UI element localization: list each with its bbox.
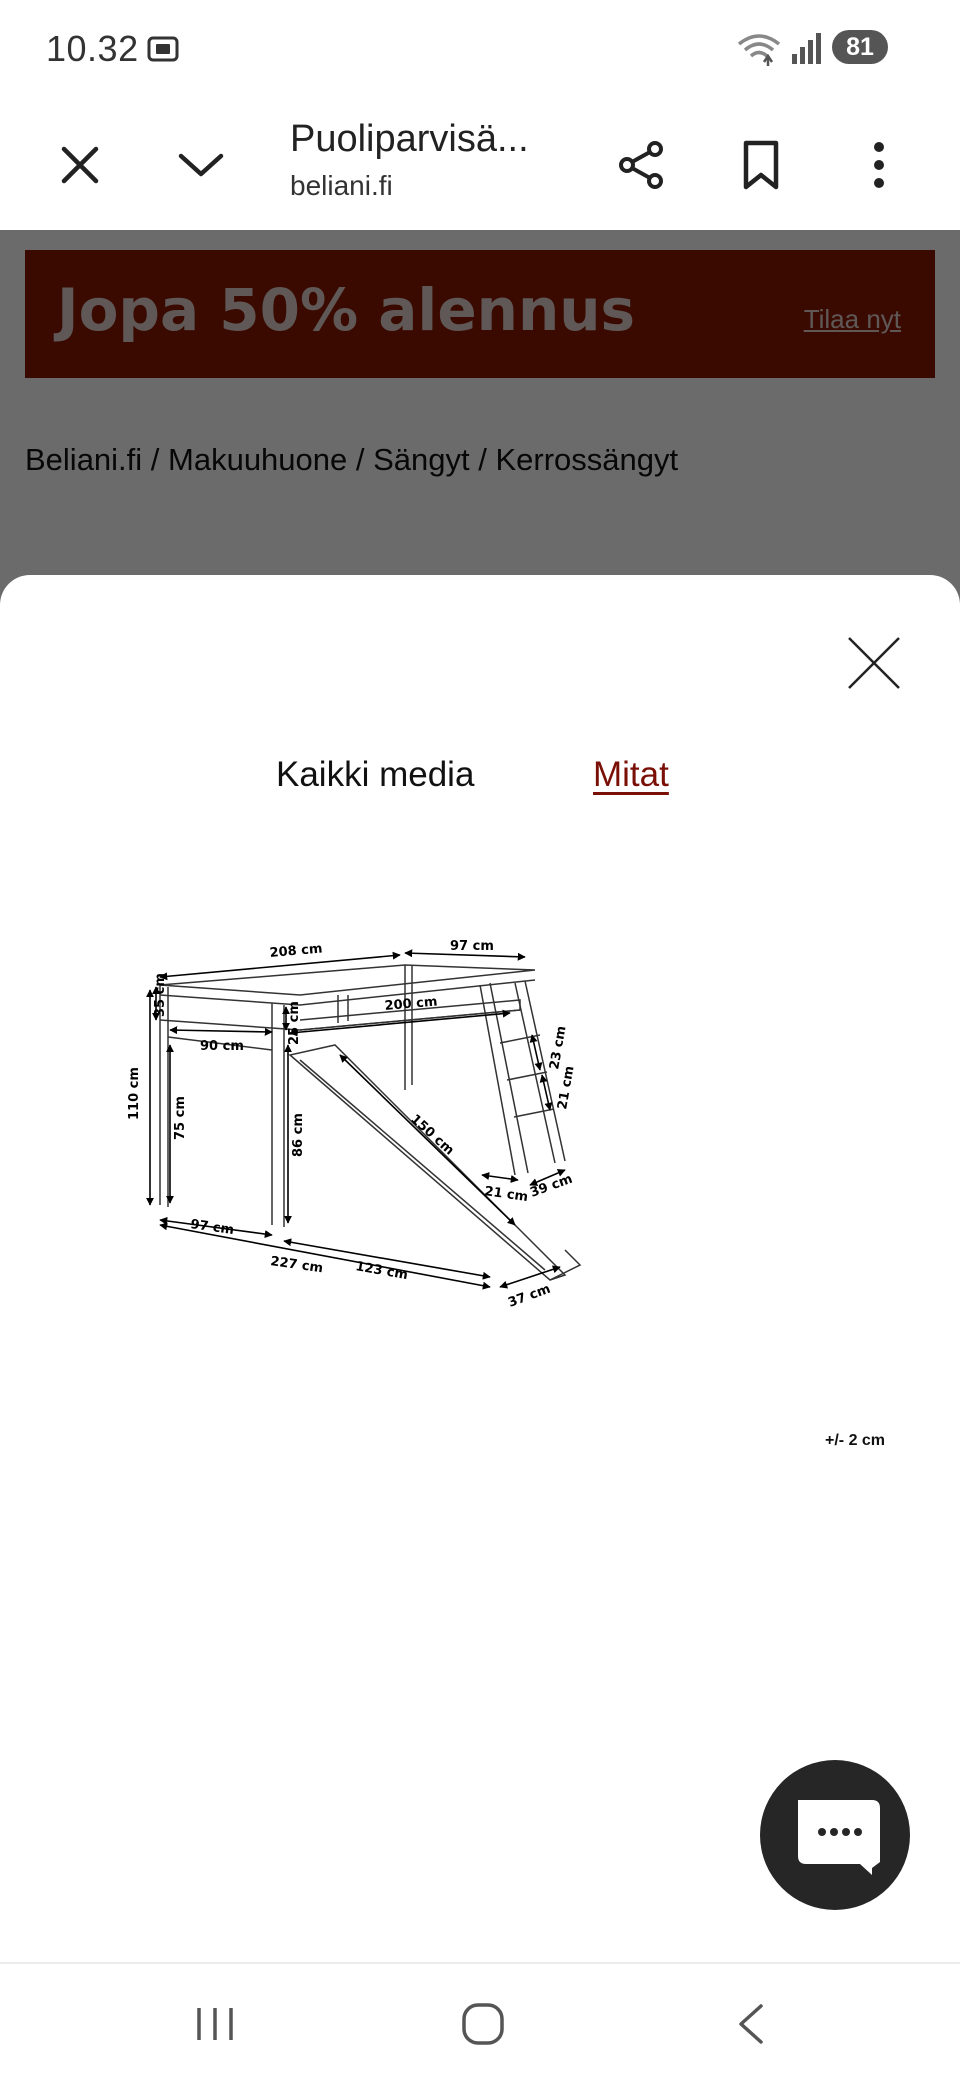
label-208: 208 cm — [269, 941, 324, 961]
share-button[interactable] — [606, 130, 676, 200]
page-title[interactable]: Puoliparvisä... — [290, 118, 529, 160]
modal-close-button[interactable] — [844, 633, 904, 693]
label-23: 23 cm — [547, 1024, 570, 1071]
close-tab-button[interactable] — [45, 130, 115, 200]
chat-button[interactable] — [760, 1760, 910, 1910]
wifi-icon — [736, 32, 782, 68]
label-21-vertical: 21 cm — [555, 1064, 578, 1111]
label-200: 200 cm — [384, 994, 439, 1014]
label-227: 227 cm — [269, 1254, 324, 1277]
system-nav-bar — [0, 1962, 960, 2082]
battery-icon: 81 — [832, 30, 888, 64]
status-time: 10.32 — [46, 28, 139, 69]
label-97-bottom: 97 cm — [189, 1217, 235, 1239]
tab-all-media[interactable]: Kaikki media — [276, 755, 475, 794]
home-button[interactable] — [443, 1984, 523, 2064]
back-button[interactable] — [711, 1984, 791, 2064]
back-icon — [735, 2002, 767, 2046]
chat-bubble-icon — [760, 1760, 910, 1910]
label-75: 75 cm — [173, 1096, 188, 1140]
screenshot-icon — [146, 32, 180, 66]
label-86: 86 cm — [291, 1113, 306, 1157]
minimize-button[interactable] — [166, 130, 236, 200]
more-options-button[interactable] — [844, 130, 914, 200]
browser-toolbar — [0, 100, 960, 230]
label-21-horizontal: 21 cm — [483, 1184, 529, 1206]
home-icon — [461, 2002, 505, 2046]
recent-apps-icon — [193, 2004, 237, 2044]
label-39: 39 cm — [528, 1171, 575, 1201]
bookmark-icon — [741, 139, 781, 191]
tab-dimensions[interactable]: Mitat — [593, 755, 669, 794]
chevron-down-icon — [177, 150, 225, 180]
label-90: 90 cm — [200, 1039, 244, 1054]
status-indicators — [720, 26, 960, 70]
close-icon — [60, 145, 100, 185]
close-icon — [844, 633, 904, 693]
status-bar — [0, 0, 960, 100]
label-37: 37 cm — [506, 1281, 553, 1311]
loft-bed-dimension-diagram — [127, 895, 780, 1355]
share-icon — [615, 139, 667, 191]
label-123: 123 cm — [354, 1259, 410, 1284]
tolerance-note: +/- 2 cm — [825, 1432, 886, 1449]
more-vert-icon — [872, 141, 886, 189]
recent-apps-button[interactable] — [175, 1984, 255, 2064]
dimension-lines — [150, 953, 565, 1287]
bookmark-button[interactable] — [726, 130, 796, 200]
page-domain[interactable]: beliani.fi — [290, 170, 393, 201]
label-35: 35 cm — [153, 973, 168, 1017]
label-110: 110 cm — [127, 1067, 142, 1120]
label-150: 150 cm — [407, 1111, 457, 1159]
label-25: 25 cm — [287, 1001, 302, 1045]
label-97-top: 97 cm — [450, 939, 494, 954]
signal-icon — [790, 30, 824, 66]
